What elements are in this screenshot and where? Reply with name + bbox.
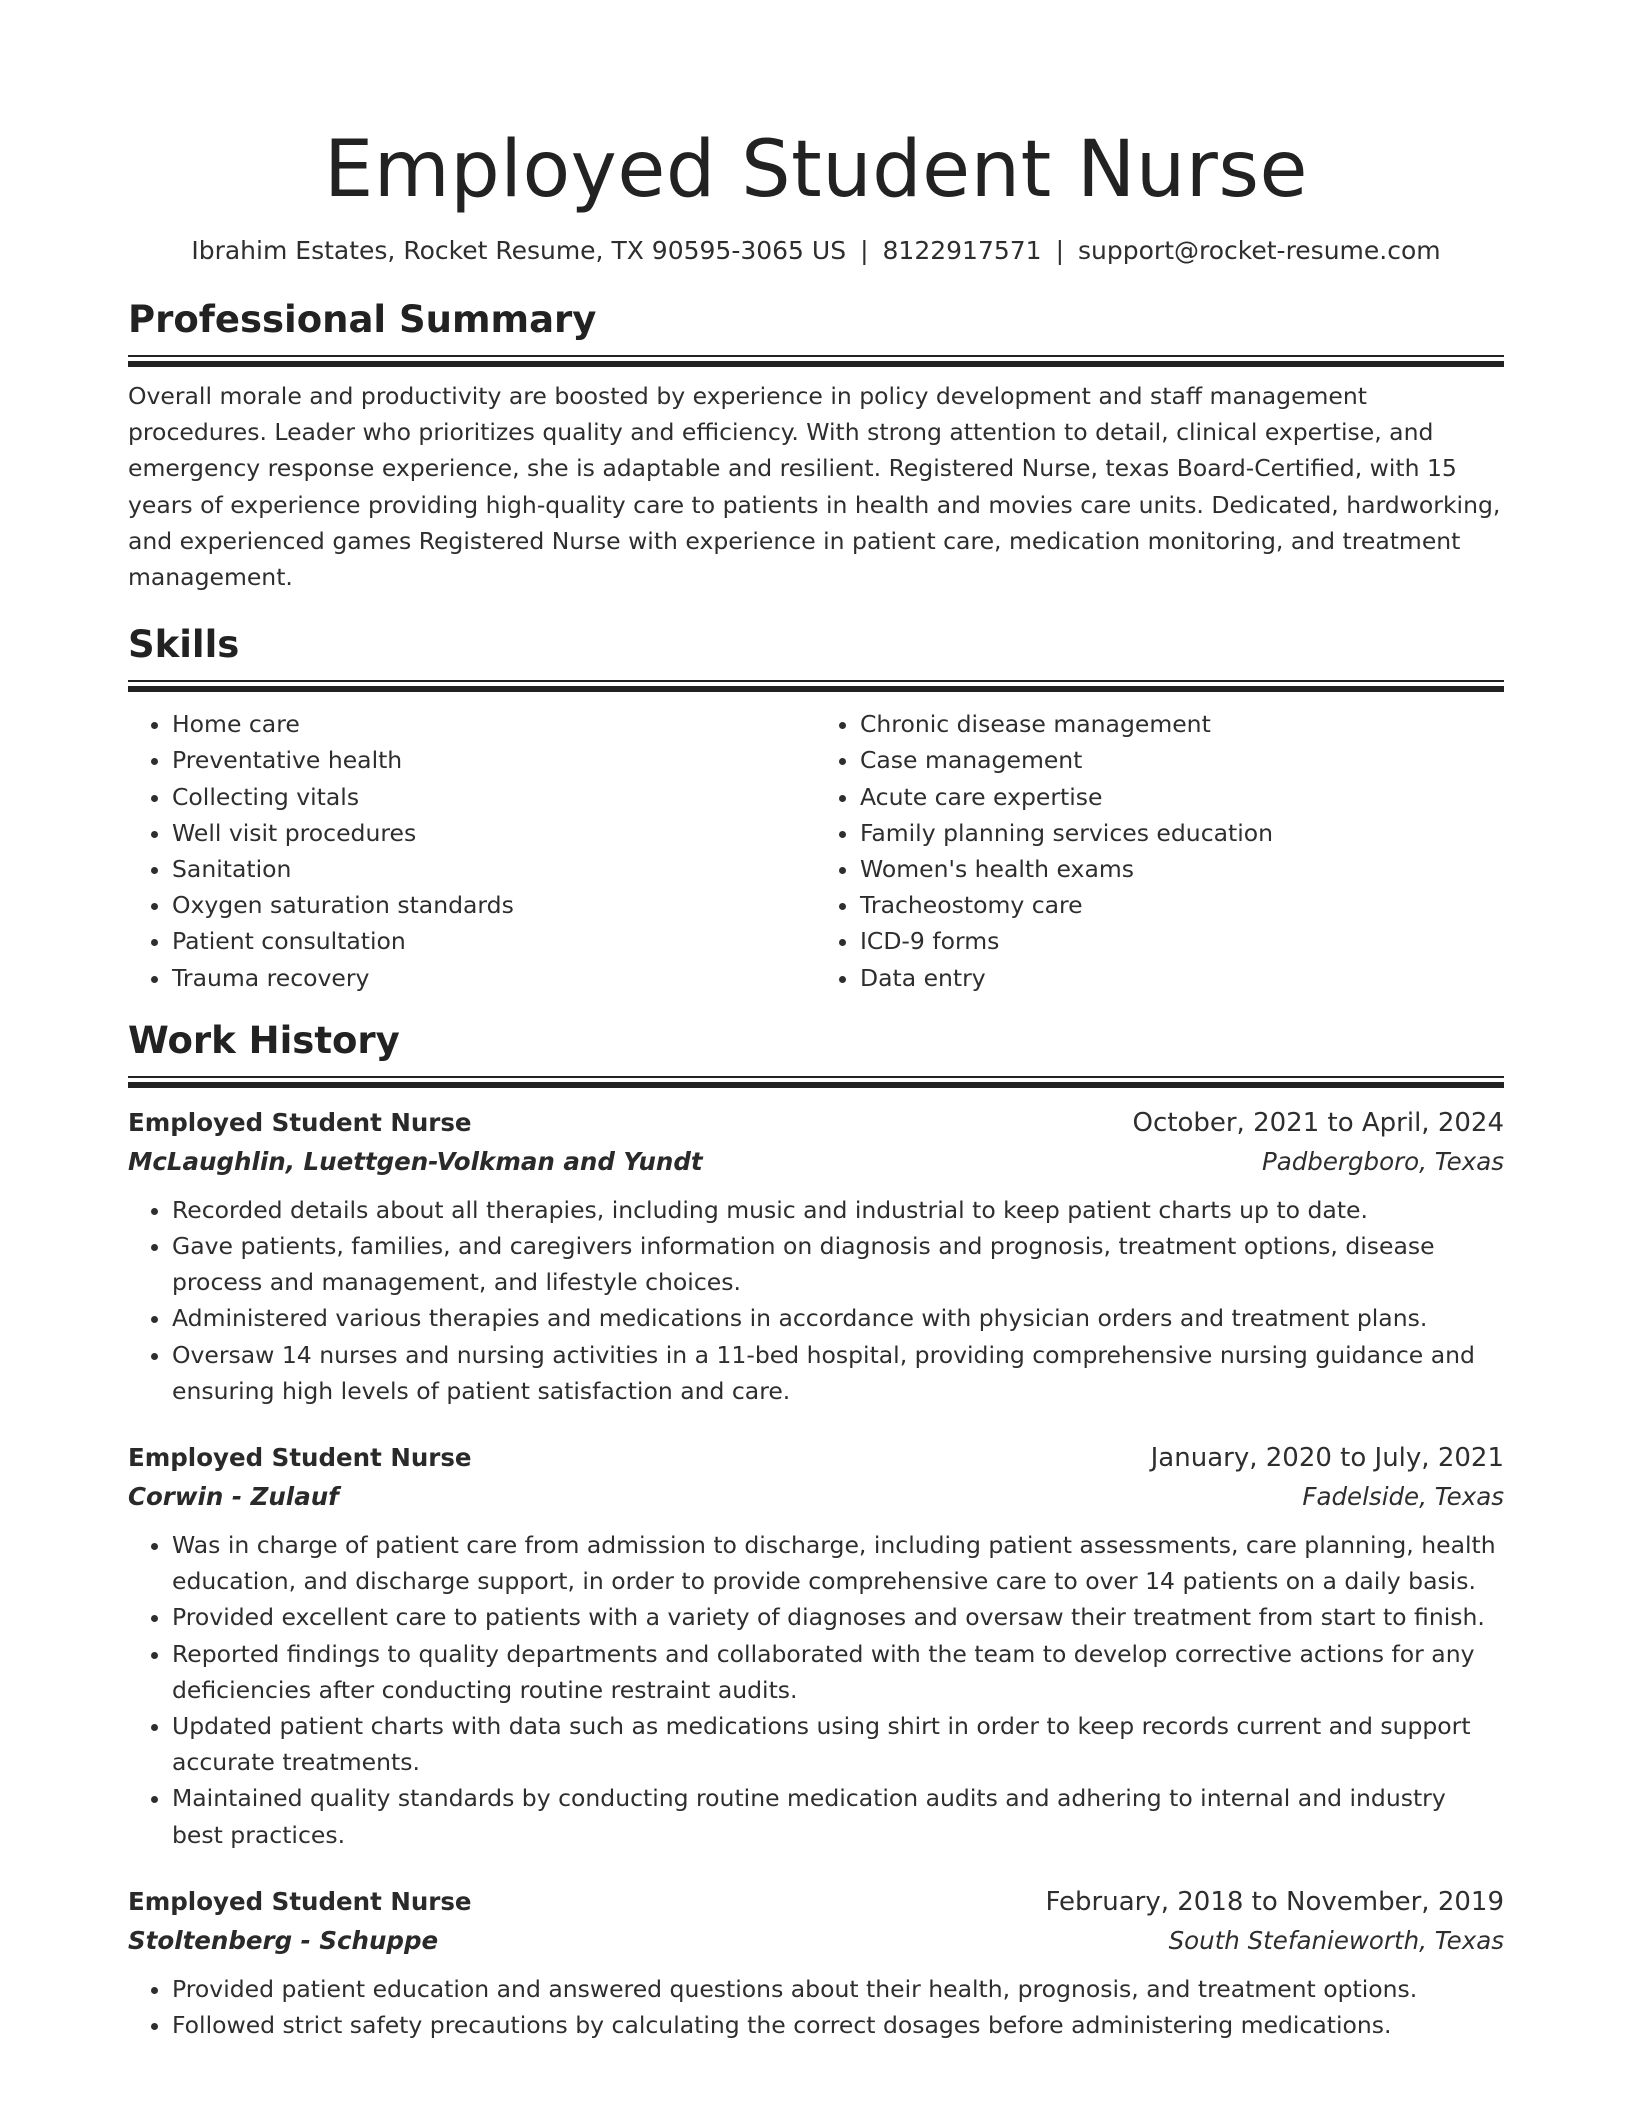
skill-item: • Preventative health: [172, 742, 816, 778]
job-duty: • Recorded details about all therapies, including music and industrial to keep patient charts up to date.: [172, 1192, 1504, 1228]
job-title: Employed Student Nurse: [128, 1886, 472, 1916]
skill-item: • Patient consultation: [172, 923, 816, 959]
job-duty: • Maintained quality standards by conducting routine medication audits and adhering to internal and industry best practices.: [172, 1780, 1504, 1852]
job-duty: • Reported findings to quality departments and collaborated with the team to develop corrective actions for any deficiencies after conducting routine restraint audits.: [172, 1636, 1504, 1708]
job-duty: • Provided patient education and answered questions about their health, prognosis, and treatment options.: [172, 1971, 1504, 2007]
summary-heading: Professional Summary: [128, 298, 597, 341]
job-header: [128, 1439, 1504, 1477]
contact-phone: 8122917571: [882, 236, 1042, 265]
skill-item: • Oxygen saturation standards: [172, 887, 816, 923]
job-title: Employed Student Nurse: [128, 1107, 472, 1137]
job-header: [128, 1883, 1504, 1921]
skill-item: • Chronic disease management: [860, 706, 1504, 742]
summary-text: Overall morale and productivity are boosted by experience in policy development and staff management procedures. Leader who prioritizes quality and efficiency. With strong attention to detail, clinical expertise, and emergency response experience, she is adaptable and resilient. Registered Nurse, texas Board-Certified, with 15 years of experience providing high-quality care to patients in health and movies care units. Dedicated, hardworking, and experienced games Registered Nurse with experience in patient care, medication monitoring, and treatment management.: [128, 382, 1501, 592]
job-duties: [128, 1527, 1504, 1853]
skill-item: • Tracheostomy care: [860, 887, 1504, 923]
skill-item: • Trauma recovery: [172, 960, 816, 996]
job-subheader: [128, 1921, 1504, 1961]
skill-item: • ICD-9 forms: [860, 923, 1504, 959]
job-location: Padbergboro, Texas: [1261, 1146, 1504, 1176]
skill-item: • Women's health exams: [860, 851, 1504, 887]
job-subheader: [128, 1142, 1504, 1182]
skill-item: • Collecting vitals: [172, 779, 816, 815]
contact-email: support@rocket-resume.com: [1078, 236, 1441, 265]
job-duty: • Was in charge of patient care from admission to discharge, including patient assessments, care planning, health education, and discharge support, in order to provide comprehensive care to over 14 patients on a daily basis.: [172, 1527, 1504, 1599]
contact-address: Ibrahim Estates, Rocket Resume, TX 90595-3065 US: [191, 236, 847, 265]
page-title: Employed Student Nurse: [324, 125, 1308, 215]
job-title: Employed Student Nurse: [128, 1443, 472, 1473]
job-header: [128, 1104, 1504, 1142]
job-duty: • Updated patient charts with data such as medications using shirt in order to keep records current and support accurate treatments.: [172, 1708, 1504, 1780]
section-divider: [128, 355, 1504, 367]
job-duties: [128, 1192, 1504, 1409]
skill-item: • Home care: [172, 706, 816, 742]
skills-heading: Skills: [128, 623, 240, 667]
job-location: South Stefanieworth, Texas: [1168, 1925, 1504, 1955]
job-company: McLaughlin, Luettgen-Volkman and Yundt: [128, 1146, 703, 1176]
job-dates: February, 2018 to November, 2019: [1045, 1886, 1504, 1917]
contact-separator: |: [860, 236, 869, 265]
job-dates: January, 2020 to July, 2021: [1150, 1443, 1504, 1474]
work-history-section: [128, 1018, 1504, 2043]
skill-item: • Sanitation: [172, 851, 816, 887]
job-duty: • Provided excellent care to patients with a variety of diagnoses and oversaw their treatment from start to finish.: [172, 1599, 1504, 1635]
summary-section: [128, 297, 1504, 595]
section-divider: [128, 680, 1504, 692]
skill-item: • Data entry: [860, 960, 1504, 996]
skills-columns: [128, 706, 1504, 996]
skill-item: • Family planning services education: [860, 815, 1504, 851]
contact-separator: |: [1055, 236, 1065, 265]
job-company: Corwin - Zulauf: [128, 1482, 339, 1512]
skills-list-right: [816, 706, 1504, 996]
skill-item: • Case management: [860, 742, 1504, 778]
job-duty: • Oversaw 14 nurses and nursing activities in a 11-bed hospital, providing comprehensive nursing guidance and ensuring high levels of patient satisfaction and care.: [172, 1337, 1504, 1409]
job-entry: [128, 1883, 1504, 2043]
skill-item: • Acute care expertise: [860, 779, 1504, 815]
job-location: Fadelside, Texas: [1302, 1482, 1504, 1512]
skills-section: [128, 622, 1504, 996]
skill-item: • Well visit procedures: [172, 815, 816, 851]
job-company: Stoltenberg - Schuppe: [128, 1925, 439, 1955]
work-history-heading: Work History: [128, 1018, 400, 1062]
job-entry: [128, 1104, 1504, 1409]
job-subheader: [128, 1477, 1504, 1517]
contact-line: [128, 234, 1504, 268]
job-dates: October, 2021 to April, 2024: [1132, 1107, 1504, 1138]
job-duty: • Gave patients, families, and caregivers information on diagnosis and prognosis, treatment options, disease process and management, and lifestyle choices.: [172, 1228, 1504, 1300]
job-duties: [128, 1971, 1504, 2043]
section-divider: [128, 1076, 1504, 1088]
job-entry: [128, 1439, 1504, 1853]
job-duty: • Followed strict safety precautions by calculating the correct dosages before administering medications.: [172, 2007, 1504, 2043]
job-duty: • Administered various therapies and medications in accordance with physician orders and treatment plans.: [172, 1300, 1504, 1336]
skills-list-left: [128, 706, 816, 996]
